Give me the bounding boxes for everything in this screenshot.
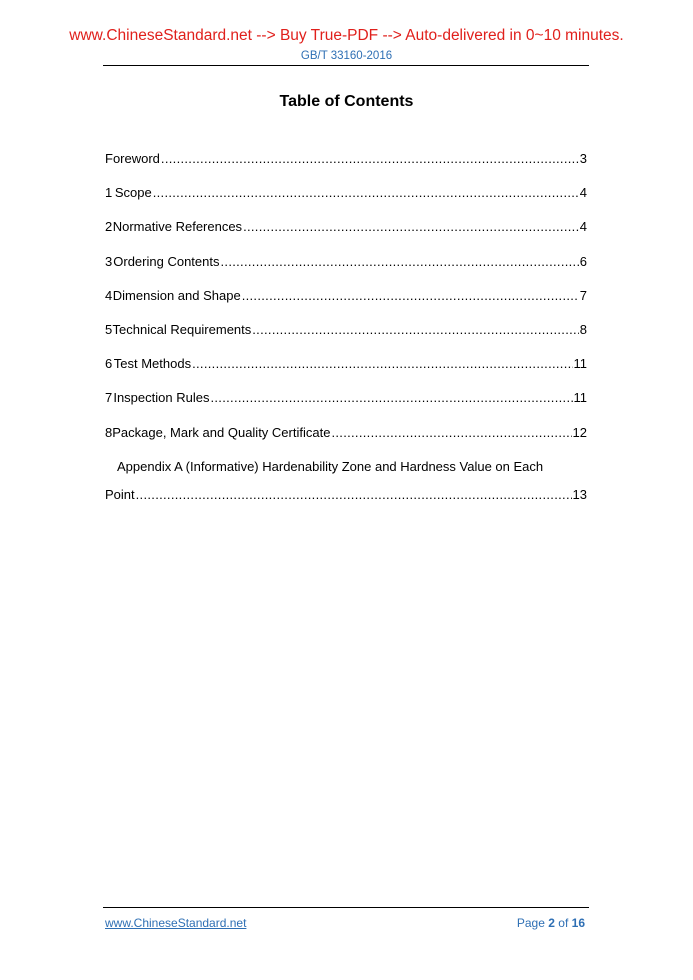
header-divider: [103, 65, 589, 66]
toc-entry-number: 1: [105, 185, 113, 200]
toc-entry-foreword[interactable]: [105, 151, 587, 167]
leader-dots: [242, 288, 579, 304]
promo-banner[interactable]: www.ChineseStandard.net --> Buy True-PDF --> Auto-delivered in 0~10 minutes.: [69, 27, 624, 44]
toc-entry-number: 3: [105, 254, 113, 269]
leader-dots: [192, 356, 572, 372]
leader-dots: [243, 219, 579, 235]
toc-entry-page: 12: [572, 425, 587, 440]
toc-entry-dimension-and-shape[interactable]: [105, 288, 587, 304]
toc-entry-page: 3: [579, 151, 587, 166]
page-total: 16: [571, 916, 585, 930]
toc-entry-label: Dimension and Shape: [112, 288, 241, 303]
toc-entry-normative-references[interactable]: [105, 219, 587, 235]
toc-entry-label: Technical Requirements: [112, 322, 252, 337]
toc-entry-page: 4: [579, 219, 587, 234]
leader-dots: [136, 487, 572, 503]
toc-entry-inspection-rules[interactable]: [105, 390, 587, 406]
toc-entry-test-methods[interactable]: [105, 356, 587, 372]
toc-entry-number: 6: [105, 356, 113, 371]
toc-appendix-label-line1[interactable]: Appendix A (Informative) Hardenability Zone and Hardness Value on Each: [117, 459, 544, 474]
document-number: GB/T 33160-2016: [300, 50, 393, 62]
toc-entry-number: 8: [105, 425, 113, 440]
page-current: 2: [548, 916, 555, 930]
toc-entry-page: 7: [579, 288, 587, 303]
toc-entry-page: 4: [579, 185, 587, 200]
footer-divider: [103, 907, 589, 908]
toc-entry-label: Inspection Rules: [113, 390, 210, 405]
toc-entry-label: Ordering Contents: [113, 254, 220, 269]
toc-entry-label: Foreword: [105, 151, 160, 166]
leader-dots: [221, 254, 579, 270]
footer-site-link[interactable]: www.ChineseStandard.net: [105, 916, 247, 930]
toc-entry-page: 6: [579, 254, 587, 269]
leader-dots: [161, 151, 579, 167]
toc-entry-page: 11: [573, 390, 587, 405]
toc-entry-number: 7: [105, 390, 113, 405]
toc-entry-label: Test Methods: [113, 356, 192, 371]
toc-entry-package-mark-certificate[interactable]: [105, 425, 587, 441]
toc-entry-label: Scope: [114, 185, 152, 200]
toc-entry-technical-requirements[interactable]: [105, 322, 587, 338]
page-indicator: [517, 916, 585, 930]
toc-entry-number: 5: [105, 322, 113, 337]
toc-entry-label: Package, Mark and Quality Certificate: [112, 425, 331, 440]
toc-entry-number: 4: [105, 288, 113, 303]
toc-entry-scope[interactable]: [105, 185, 587, 201]
page-of: of: [558, 916, 569, 930]
toc-appendix-label-line2: Point: [105, 487, 135, 502]
page-word: Page: [516, 916, 545, 930]
leader-dots: [252, 322, 579, 338]
toc-entry-page: 11: [573, 356, 587, 371]
toc-entry-ordering-contents[interactable]: [105, 254, 587, 270]
leader-dots: [210, 390, 572, 406]
toc-entry-number: 2: [105, 219, 113, 234]
toc-entry-appendix-a[interactable]: [105, 487, 587, 503]
toc-title: Table of Contents: [279, 93, 414, 110]
toc-entry-page: 8: [579, 322, 587, 337]
leader-dots: [331, 425, 571, 441]
toc-entry-label: Normative References: [112, 219, 243, 234]
toc-entry-page: 13: [572, 487, 587, 502]
leader-dots: [153, 185, 579, 201]
